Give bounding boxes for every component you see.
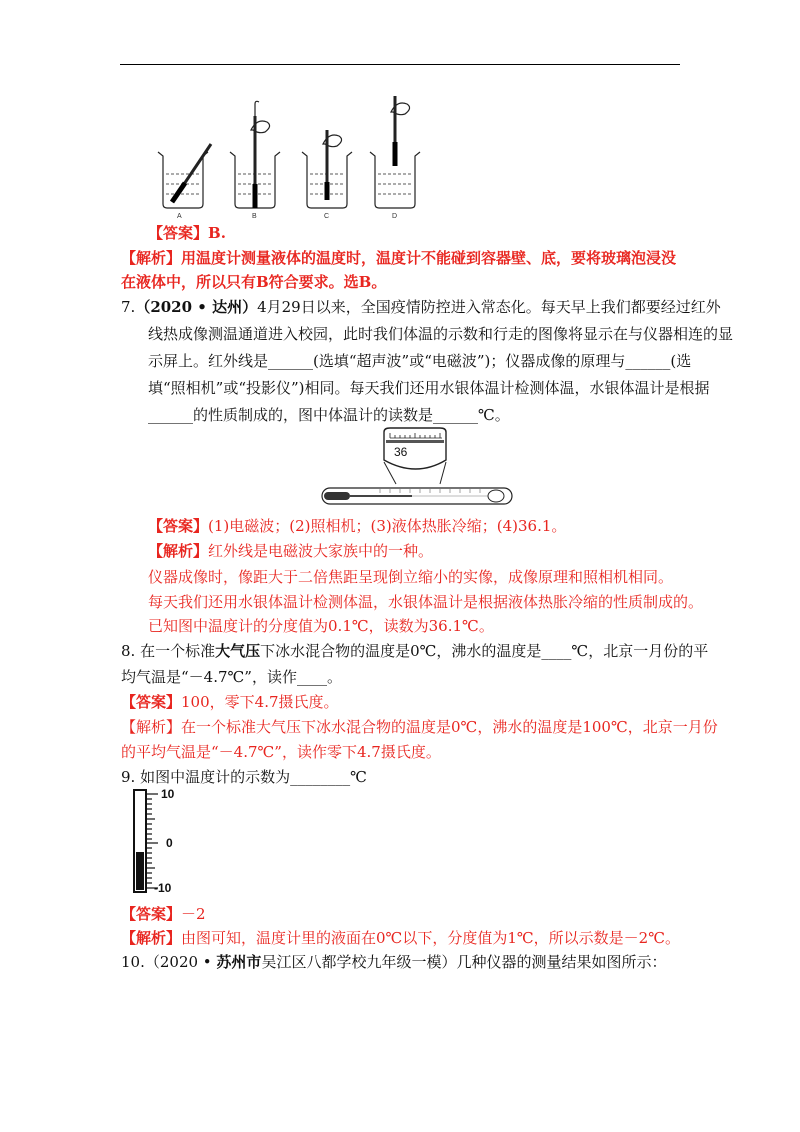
q7-answer-tag: 【答案】 bbox=[148, 517, 209, 535]
q6-analysis-line2: 在液体中，所以只有B符合要求。选B。 bbox=[121, 273, 387, 291]
q8-line2: 均气温是“－4.7℃”，读作____。 bbox=[121, 668, 342, 686]
q9-answer-text: －2 bbox=[181, 905, 206, 923]
q10-rest: 吴江区八都学校九年级一模）几种仪器的测量结果如图所示： bbox=[261, 953, 667, 971]
q7-line1 bbox=[121, 296, 721, 318]
beaker-figure bbox=[155, 94, 435, 220]
q10-question bbox=[121, 951, 666, 973]
q8-text-c: 下冰水混合物的温度是0℃，沸水的温度是____℃，北京一月份的平 bbox=[260, 642, 709, 660]
thermometer-reading: 36 bbox=[394, 445, 408, 459]
q9-answer-tag: 【答案】 bbox=[121, 905, 182, 923]
q10-city: 苏州市 bbox=[216, 953, 262, 971]
q9-analysis bbox=[121, 927, 680, 949]
q7-line3: 示屏上。红外线是______(选填“超声波”或“电磁波”)；仪器成像的原理与______(选 bbox=[148, 352, 692, 370]
scale-label-minus10: -10 bbox=[154, 881, 172, 895]
q7-answer-text: (1)电磁波；(2)照相机；(3)液体热胀冷缩；(4)36.1。 bbox=[208, 517, 567, 535]
q8-analysis-line2: 的平均气温是“－4.7℃”，读作零下4.7摄氏度。 bbox=[121, 743, 441, 761]
q6-answer-tag: 【答案】 bbox=[148, 224, 209, 242]
q9-answer bbox=[121, 903, 206, 925]
q7-analysis-text1: 红外线是电磁波大家族中的一种。 bbox=[208, 542, 434, 560]
q7-answer bbox=[148, 515, 566, 537]
q9-question: 9. 如图中温度计的示数为________℃ bbox=[121, 768, 367, 786]
beaker-c bbox=[302, 130, 352, 208]
q8-answer-tag: 【答案】 bbox=[121, 693, 182, 711]
q7-analysis-tag: 【解析】 bbox=[148, 542, 209, 560]
beaker-b bbox=[230, 101, 280, 208]
thermometer-body bbox=[322, 488, 512, 504]
label-d: D bbox=[392, 213, 398, 220]
q7-line4: 填“照相机”或“投影仪”)相同。每天我们还用水银体温计检测体温，水银体温计是根据 bbox=[148, 379, 710, 397]
scale-label-10: 10 bbox=[161, 788, 175, 801]
q7-number: 7. bbox=[121, 298, 136, 316]
q7-line2: 线热成像测温通道进入校园，此时我们体温的示数和行走的图像将显示在与仪器相连的显 bbox=[148, 325, 734, 343]
q7-line5: ______的性质制成的，图中体温计的读数是______℃。 bbox=[148, 406, 510, 424]
q8-text-b: 大气压 bbox=[215, 642, 261, 660]
q8-answer-text: 100，零下4.7摄氏度。 bbox=[181, 693, 339, 711]
clinical-thermometer-figure bbox=[320, 426, 520, 506]
label-b: B bbox=[252, 213, 257, 220]
q7-analysis-line2: 仪器成像时，像距大于二倍焦距呈现倒立缩小的实像，成像原理和照相机相同。 bbox=[148, 568, 674, 586]
q7-analysis-line1 bbox=[148, 540, 433, 562]
q9-analysis-tag: 【解析】 bbox=[121, 929, 182, 947]
q8-text-a: 8. 在一个标准 bbox=[121, 642, 216, 660]
q10-number: 10. bbox=[121, 953, 145, 971]
q8-analysis-line1: 【解析】在一个标准大气压下冰水混合物的温度是0℃，沸水的温度是100℃，北京一月份 bbox=[121, 718, 718, 736]
q7-analysis-line4: 已知图中温度计的分度值为0.1℃，读数为36.1℃。 bbox=[148, 617, 494, 635]
q6-analysis-line1: 【解析】用温度计测量液体的温度时，温度计不能碰到容器壁、底，要将玻璃泡浸没 bbox=[121, 249, 677, 267]
q7-analysis-line3: 每天我们还用水银体温计检测体温，水银体温计是根据液体热胀冷缩的性质制成的。 bbox=[148, 593, 704, 611]
label-a: A bbox=[177, 213, 182, 220]
label-c: C bbox=[324, 213, 330, 220]
header-rule bbox=[120, 64, 680, 65]
scale-label-0: 0 bbox=[166, 836, 173, 850]
q10-pre: （2020 • bbox=[144, 953, 217, 971]
beaker-d bbox=[370, 96, 420, 208]
q7-text1: 4月29日以来，全国疫情防控进入常态化。每天早上我们都要经过红外 bbox=[257, 298, 721, 316]
beaker-a bbox=[158, 144, 211, 208]
q8-answer bbox=[121, 691, 339, 713]
q9-analysis-text: 由图可知，温度计里的液面在0℃以下，分度值为1℃，所以示数是－2℃。 bbox=[181, 929, 680, 947]
q6-answer-text: B. bbox=[208, 224, 226, 242]
q7-source: （2020 • 达州） bbox=[135, 298, 258, 316]
q6-answer bbox=[148, 222, 226, 244]
thermometer-scale-figure bbox=[128, 788, 188, 896]
q8-line1 bbox=[121, 640, 708, 662]
